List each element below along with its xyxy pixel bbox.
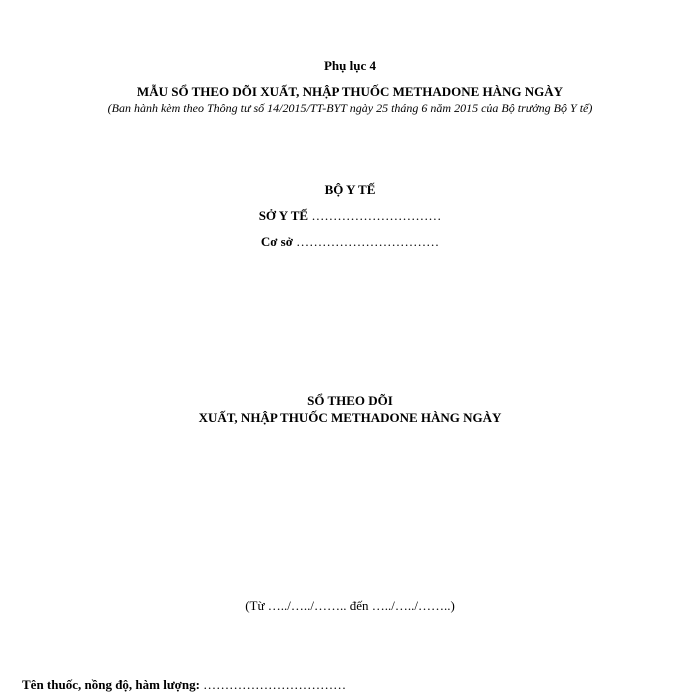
facility-label: Cơ sở (260, 234, 293, 249)
drug-info-line (22, 677, 346, 693)
facility-fill: …………………………… (292, 234, 440, 249)
drug-info-label: Tên thuốc, nồng độ, hàm lượng: (22, 677, 200, 692)
department-label: SỞ Y TẾ (258, 208, 309, 223)
facility-line (0, 234, 700, 250)
department-line (0, 208, 700, 224)
department-fill: ………………………… (308, 208, 442, 223)
period-range: (Từ …../…../…….. đến …../…../……..) (245, 598, 455, 613)
ministry-heading: BỘ Y TẾ (324, 182, 376, 197)
book-title-line2: XUẤT, NHẬP THUỐC METHADONE HÀNG NGÀY (198, 410, 502, 425)
book-title-line1: SỔ THEO DÕI (307, 393, 393, 408)
form-title: MẪU SỔ THEO DÕI XUẤT, NHẬP THUỐC METHADONE HÀNG NGÀY (136, 84, 564, 99)
appendix-heading: Phụ lục 4 (323, 58, 376, 73)
drug-info-fill: …………………………… (199, 677, 347, 692)
issuance-note: (Ban hành kèm theo Thông tư số 14/2015/TT-BYT ngày 25 tháng 6 năm 2015 của Bộ trưởng Bộ Y tế) (107, 101, 593, 115)
